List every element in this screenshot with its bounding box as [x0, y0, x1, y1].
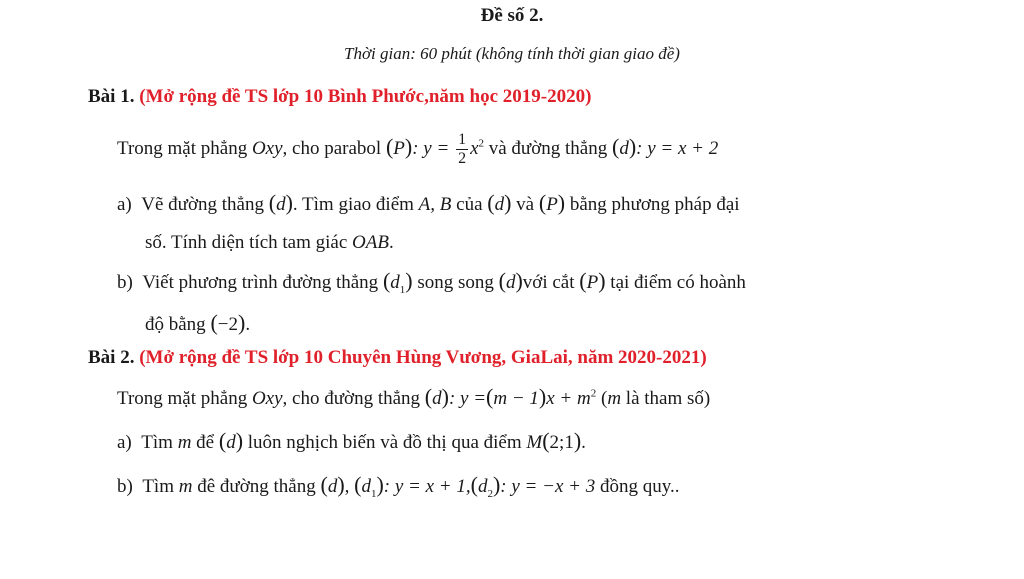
part-a-label: a) [117, 194, 132, 215]
exercise-1-part-a-line2: số. Tính diện tích tam giác OAB. [145, 232, 394, 253]
exercise-1-intro: Trong mặt phẳng Oxy, cho parabol (P): y = $\frac{1}{2}$ $x^2$ và đường thẳng (d): y = x + 2 [117, 131, 719, 167]
exercise-1-part-b-line2: độ bằng (−2). [145, 310, 251, 335]
time-note: Thời gian: 60 phút (không tính thời gian giao đề) [344, 44, 680, 63]
exercise-1-part-a-line1: a) Vẽ đường thẳng (d). Tìm giao điểm A, B của (d) và (P) bằng phương pháp đại [117, 190, 740, 215]
exercise-2-source: (Mở rộng đề TS lớp 10 Chuyên Hùng Vương, GiaLai, năm 2020-2021) [139, 347, 707, 368]
part-b-label: b) [117, 272, 133, 293]
exercise-2-heading [88, 347, 707, 369]
exercise-1-label: Bài 1. [88, 86, 135, 107]
fraction-one-half: $\frac{1}{2}$ [458, 131, 467, 167]
exercise-1-source: (Mở rộng đề TS lớp 10 Bình Phước,năm học 2019-2020) [139, 86, 592, 107]
document-title: Đề số 2. [480, 5, 544, 26]
parabol-P: P [393, 137, 405, 159]
exercise-2-intro: Trong mặt phẳng Oxy, cho đường thẳng (d): $y =(m - 1)x + m^2$ (m là tham số) [117, 384, 711, 409]
exercise-2-part-b: b) Tìm m đê đường thẳng (d), $(d_1)$: $y = x + 1,(d_2)$: y = −x + 3 đồng quy.. [117, 472, 680, 500]
exercise-2-part-a: a) Tìm m để (d) luôn nghịch biến và đồ thị qua điểm M(2;1). [117, 428, 586, 453]
exercise-1-part-b-line1: b) Viết phương trình đường thẳng $(d_1)$ song song (d)với cắt (P) tại điểm có hoành [117, 268, 746, 296]
exercise-1-heading [88, 86, 591, 108]
exercise-2-label: Bài 2. [88, 347, 135, 368]
